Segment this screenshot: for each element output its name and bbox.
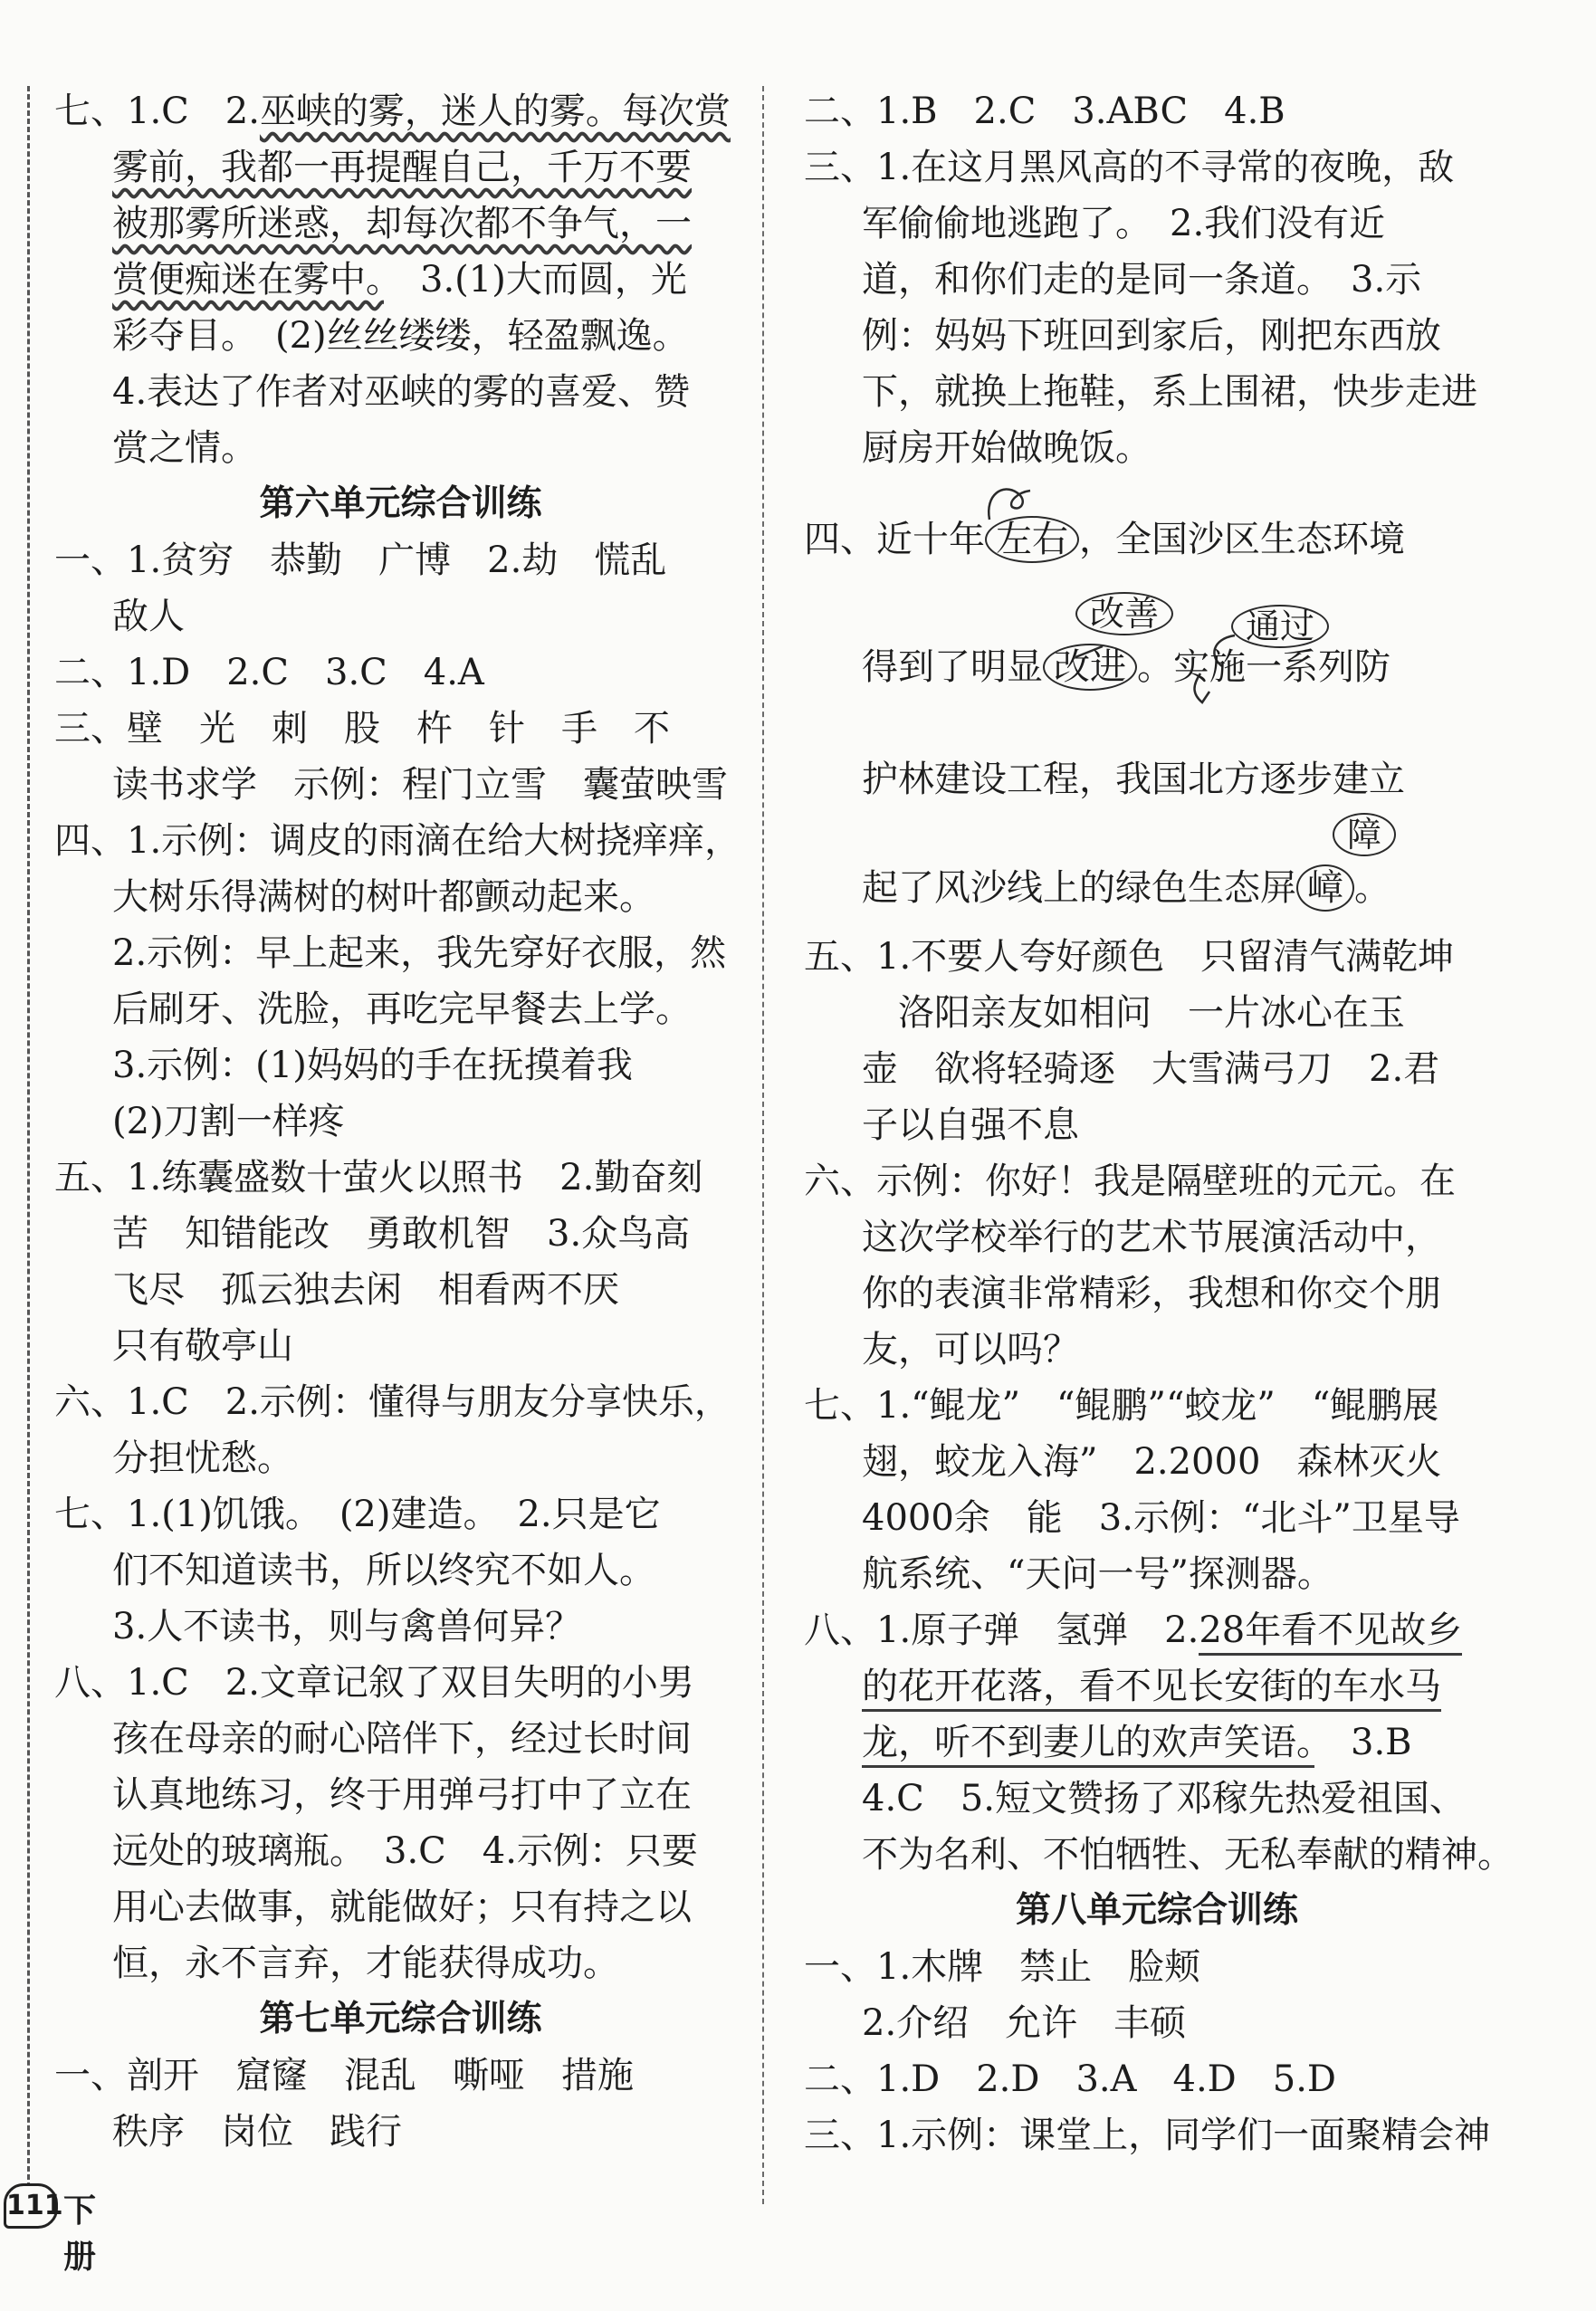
answer-line: 4000余 能 3.示例：“北斗”卫星导	[862, 1497, 1460, 1539]
text-segment: 。	[1354, 867, 1391, 909]
answer-line: 壶 欲将轻骑逐 大雪满弓刀 2.君	[862, 1048, 1440, 1090]
underlined-answer: 28年看不见故乡	[1199, 1609, 1462, 1656]
underlined-answer: 被那雾所迷惑，却每次都不争气，一	[112, 203, 692, 244]
answer-line: 一、1.贫穷 恭勤 广博 2.劫 慌乱	[54, 540, 667, 581]
proofread-line-1	[804, 476, 1510, 603]
answer-line: 三、1.在这月黑风高的不寻常的夜晚，敌	[804, 147, 1455, 188]
answer-line: 厨房开始做晚饭。	[862, 427, 1152, 469]
answer-line: 分担忧愁。	[112, 1437, 293, 1479]
answer-line: 你的表演非常精彩，我想和你交个朋	[862, 1273, 1441, 1314]
text-segment: 四、近十年	[804, 519, 985, 560]
section-heading: 第六单元综合训练	[259, 483, 542, 524]
proofreading-exercise	[804, 476, 1510, 929]
left-column	[54, 83, 747, 2160]
text-segment: 起了风沙线上的绿色生态屏	[862, 867, 1296, 909]
answer-line: 们不知道读书，所以终究不如人。	[112, 1550, 655, 1591]
circled-word-1: 左右	[985, 516, 1079, 563]
answer-line: 恒，永不言弃，才能获得成功。	[112, 1943, 619, 1984]
correction-note-3: 障	[1333, 813, 1396, 856]
answer-line: 七、1.“鲲龙” “鲲鹏”“蛟龙” “鲲鹏展	[804, 1385, 1439, 1427]
page-number: 111	[4, 2183, 58, 2229]
section-heading: 第七单元综合训练	[259, 1999, 542, 2039]
answer-line: 赏便痴迷在雾中。 3.(1)大而圆，光	[112, 259, 687, 301]
underlined-answer: 的花开花落，看不见长安街的车水马	[862, 1666, 1441, 1712]
answer-line: 用心去做事，就能做好；只有持之以	[112, 1886, 692, 1928]
circled-word-3: 嶂	[1296, 864, 1354, 912]
correction-note-2: 通过	[1231, 605, 1329, 648]
answer-line: 远处的玻璃瓶。 3.C 4.示例：只要	[112, 1830, 698, 1872]
answer-line: 敌人	[112, 596, 185, 637]
answer-line: 航系统、“天问一号”探测器。	[862, 1553, 1333, 1595]
answer-line: 五、1.不要人夸好颜色 只留清气满乾坤	[804, 936, 1455, 978]
proofread-line-3: 护林建设工程，我国北方逐步建立	[862, 759, 1405, 800]
answer-line: 六、1.C 2.示例：懂得与朋友分享快乐，	[54, 1381, 731, 1423]
answer-line: 七、1.C 2.巫峡的雾，迷人的雾。每次赏	[54, 91, 731, 132]
answer-line: 2.示例：早上起来，我先穿好衣服，然	[112, 932, 727, 974]
answer-line: 三、1.示例：课堂上，同学们一面聚精会神	[804, 2115, 1491, 2156]
correction-note-1: 改善	[1075, 592, 1173, 635]
left-binding-edge	[27, 86, 30, 2204]
answer-line: 三、壁 光 刺 股 杵 针 手 不	[54, 708, 670, 750]
answer-line: 四、1.示例：调皮的雨滴在给大树挠痒痒，	[54, 820, 741, 862]
answer-line: 赏之情。	[112, 427, 257, 469]
answer-line: 3.示例：(1)妈妈的手在抚摸着我	[112, 1045, 633, 1086]
answer-line: 翅，蛟龙入海” 2.2000 森林灭火	[862, 1441, 1442, 1483]
right-column	[804, 83, 1514, 2163]
right-answers-part-b	[804, 929, 1514, 2163]
answer-line: 秩序 岗位 践行	[112, 2111, 402, 2153]
answer-line: 苦 知错能改 勇敢机智 3.众鸟高	[112, 1213, 691, 1255]
right-answers-part-a	[804, 83, 1510, 476]
answer-line: 只有敬亭山	[112, 1325, 293, 1367]
answer-line: 彩夺目。 (2)丝丝缕缕，轻盈飘逸。	[112, 315, 689, 357]
answer-line: 3.人不读书，则与禽兽何异？	[112, 1606, 582, 1647]
section-heading: 第八单元综合训练	[1015, 1890, 1298, 1931]
answer-line	[54, 139, 747, 196]
text-segment: 。实施一系列防	[1137, 646, 1391, 688]
answer-line: 2.介绍 允许 丰硕	[862, 2002, 1187, 2044]
answer-line: 一、剖开 窟窿 混乱 嘶哑 措施	[54, 2055, 634, 2096]
proofread-line-4	[804, 815, 1510, 929]
circled-word-2: 改进	[1043, 644, 1137, 691]
answer-line: 七、1.(1)饥饿。 (2)建造。 2.只是它	[54, 1494, 661, 1535]
answer-line: 后刷牙、洗脸，再吃完早餐去上学。	[112, 988, 692, 1030]
text-segment: 得到了明显	[862, 646, 1043, 688]
answer-line: 道，和你们走的是同一条道。 3.示	[862, 259, 1422, 301]
answer-line: 八、1.原子弹 氢弹 2.28年看不见故乡	[804, 1602, 1510, 1658]
underlined-answer: 赏便痴迷在雾中。	[112, 259, 384, 301]
answer-line: 友，可以吗？	[862, 1329, 1079, 1370]
answer-line: 子以自强不息	[862, 1104, 1079, 1146]
underlined-answer: 雾前，我都一再提醒自己，千万不要	[112, 147, 692, 188]
answer-line: 六、示例：你好！我是隔壁班的元元。在	[804, 1160, 1456, 1202]
answer-line: 4.C 5.短文赞扬了邓稼先热爱祖国、	[862, 1778, 1466, 1819]
answer-line: 五、1.练囊盛数十萤火以照书 2.勤奋刻	[54, 1157, 703, 1198]
answer-line: 大树乐得满树的树叶都颤动起来。	[112, 876, 655, 918]
book-volume-label: 下册	[63, 2192, 97, 2276]
insert-mark-loop-icon	[804, 476, 1510, 603]
answer-line: 军偷偷地逃跑了。 2.我们没有近	[862, 203, 1386, 244]
answer-line: 4.表达了作者对巫峡的雾的喜爱、赞	[112, 371, 691, 413]
answer-line: 八、1.C 2.文章记叙了双目失明的小男	[54, 1662, 694, 1704]
answer-line: 二、1.D 2.C 3.C 4.A	[54, 652, 484, 693]
answer-line: 二、1.D 2.D 3.A 4.D 5.D	[804, 2058, 1336, 2100]
answer-line: 例：妈妈下班回到家后，刚把东西放	[862, 315, 1441, 357]
answer-line	[54, 196, 747, 252]
proofread-line-2	[804, 594, 1510, 721]
text-segment: ，全国沙区生态环境	[1079, 519, 1405, 560]
answer-line: 读书求学 示例：程门立雪 囊萤映雪	[112, 764, 728, 806]
answer-line: 飞尽 孤云独去闲 相看两不厌	[112, 1269, 619, 1311]
answer-line: 下，就换上拖鞋，系上围裙，快步走进	[862, 371, 1477, 413]
answer-line: 这次学校举行的艺术节展演活动中，	[862, 1217, 1441, 1258]
answer-line: 洛阳亲友如相问 一片冰心在玉	[862, 992, 1405, 1034]
underlined-answer: 龙，听不到妻儿的欢声笑语。	[862, 1722, 1314, 1768]
column-divider	[762, 86, 764, 2204]
answer-line: 龙，听不到妻儿的欢声笑语。 3.B	[804, 1714, 1510, 1771]
answer-line: (2)刀割一样疼	[112, 1101, 345, 1142]
answer-line: 一、1.木牌 禁止 脸颊	[804, 1946, 1201, 1988]
answer-line: 孩在母亲的耐心陪伴下，经过长时间	[112, 1718, 692, 1760]
underlined-answer: 巫峡的雾，迷人的雾。每次赏	[259, 91, 731, 132]
answer-line: 认真地练习，终于用弹弓打中了立在	[112, 1774, 692, 1816]
answer-line: 二、1.B 2.C 3.ABC 4.B	[804, 91, 1285, 132]
answer-line: 不为名利、不怕牺牲、无私奉献的精神。	[862, 1834, 1514, 1876]
answer-line	[804, 1658, 1510, 1714]
